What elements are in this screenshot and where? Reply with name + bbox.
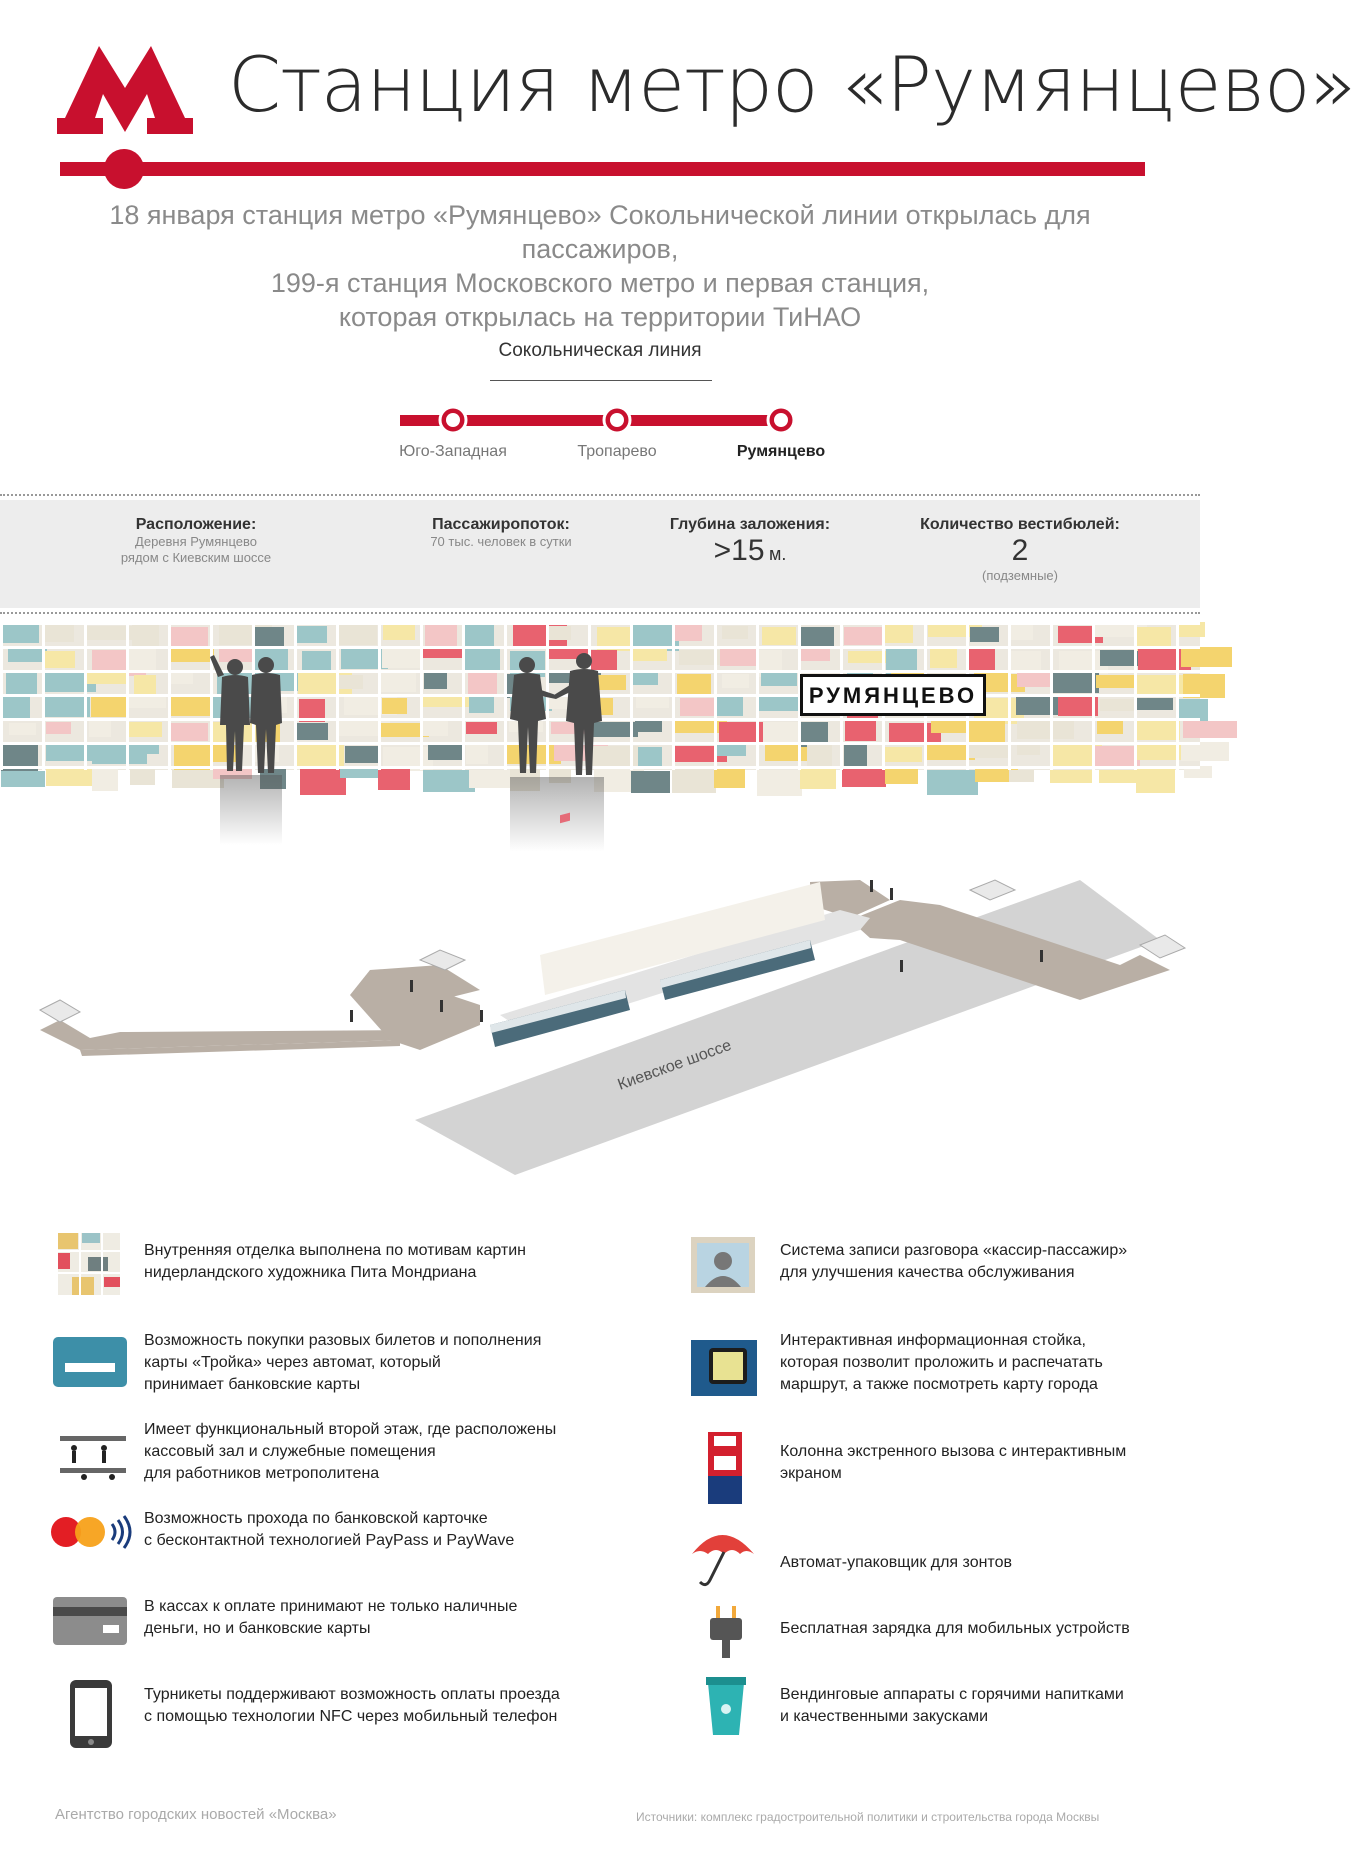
cashier-recording-icon (691, 1237, 755, 1293)
footer-agency: Агентство городских новостей «Москва» (55, 1806, 337, 1823)
feature-text-line: для улучшения качества обслуживания (780, 1264, 1075, 1281)
feature-left-6 (144, 1684, 560, 1728)
feature-text-line: В кассах к оплате принимают не только наличные (144, 1598, 518, 1615)
feature-text-line: Система записи разговора «кассир-пассажир» (780, 1242, 1128, 1259)
info-location-value: Деревня Румянцево (135, 534, 257, 549)
feature-left-1 (144, 1240, 526, 1284)
charger-plug-icon (708, 1606, 744, 1658)
info-vestibules-value: 2 (1011, 534, 1029, 567)
info-vestibules (900, 516, 1140, 584)
vending-cup-icon (706, 1677, 746, 1737)
feature-text-line: карты «Тройка» через автомат, который (144, 1354, 441, 1371)
feature-text-line: Вендинговые аппараты с горячими напитками (780, 1686, 1124, 1703)
feature-text-line: Внутренняя отделка выполнена по мотивам картин (144, 1242, 526, 1259)
info-location-value: рядом с Киевским шоссе (120, 550, 272, 565)
feature-text-line: которая позволит проложить и распечатать (780, 1354, 1103, 1371)
feature-text-line: Бесплатная зарядка для мобильных устройств (780, 1620, 1130, 1637)
station-label-yugo-zapadnaya: Юго-Западная (399, 443, 507, 460)
feature-right-5 (780, 1618, 1130, 1640)
station-name-sign: РУМЯНЦЕВО (800, 674, 986, 716)
feature-text-line: и качественными закусками (780, 1708, 989, 1725)
feature-left-3 (144, 1419, 556, 1485)
feature-text-line: Колонна экстренного вызова с интерактивным (780, 1443, 1127, 1460)
info-depth (630, 516, 870, 568)
feature-text-line: Возможность покупки разовых билетов и пополнения (144, 1332, 542, 1349)
station-label-rumyantsevo: Румянцево (736, 443, 826, 460)
subtitle (30, 198, 1170, 334)
emergency-column-icon (708, 1432, 742, 1504)
feature-text-line: Автомат-упаковщик для зонтов (780, 1554, 1012, 1571)
bank-card-icon (53, 1597, 127, 1645)
feature-left-5 (144, 1596, 517, 1640)
info-traffic (381, 516, 621, 550)
phone-icon (68, 1678, 114, 1750)
subtitle-line: которая открылась на территории ТиНАО (338, 302, 862, 332)
feature-text-line: нидерландского художника Пита Мондриана (144, 1264, 477, 1281)
feature-right-6 (780, 1684, 1124, 1728)
people-silhouettes (200, 655, 620, 855)
feature-text-line: Имеет функциональный второй этаж, где расположены (144, 1421, 557, 1438)
feature-text-line: принимает банковские карты (144, 1376, 361, 1393)
road-label: Киевское шоссе (615, 1036, 734, 1094)
feature-left-4 (144, 1508, 514, 1552)
metro-logo-icon (55, 38, 195, 136)
line-scheme (395, 400, 805, 440)
info-location-heading: Расположение: (135, 516, 257, 533)
feature-text-line: для работников метрополитена (144, 1465, 380, 1482)
feature-right-1 (780, 1240, 1127, 1284)
feature-text-line: кассовый зал и служебные помещения (144, 1443, 436, 1460)
line-name: Сокольническая линия (498, 340, 702, 361)
info-traffic-value: 70 тыс. человек в сутки (430, 534, 572, 549)
station-label-troparevo: Тропарево (577, 443, 657, 460)
feature-text-line: с помощью технологии NFC через мобильный телефон (144, 1708, 558, 1725)
umbrella-icon (688, 1528, 758, 1592)
feature-right-3 (780, 1441, 1126, 1485)
mondrian-icon (58, 1233, 120, 1295)
feature-text-line: деньги, но и банковские карты (144, 1620, 371, 1637)
two-floors-icon (60, 1428, 126, 1482)
info-depth-heading: Глубина заложения: (669, 516, 831, 533)
feature-right-4 (780, 1552, 1012, 1574)
feature-text-line: Интерактивная информационная стойка, (780, 1332, 1086, 1349)
feature-text-line: маршрут, а также посмотреть карту города (780, 1376, 1098, 1393)
feature-right-2 (780, 1330, 1103, 1396)
feature-text-line: экраном (780, 1465, 842, 1482)
info-kiosk-icon (691, 1340, 757, 1396)
line-name-underline (490, 380, 712, 381)
feature-text-line: с бесконтактной технологией PayPass и PayWave (144, 1532, 515, 1549)
header-red-dot (104, 149, 144, 189)
subtitle-line: 199-я станция Московского метро и первая станция, (270, 268, 930, 298)
subtitle-line: 18 января станция метро «Румянцево» Сокольнической линии открылась для пассажиров, (109, 200, 1091, 264)
page-title: Станция метро «Румянцево» (228, 40, 1355, 129)
paypass-icon (50, 1514, 134, 1550)
info-vestibules-note: (подземные) (982, 568, 1058, 583)
header-red-line (60, 162, 1145, 176)
feature-text-line: Возможность прохода по банковской карточке (144, 1510, 488, 1527)
station-scheme-3d (20, 860, 1190, 1180)
info-location (76, 516, 316, 566)
info-bottom-dots (0, 612, 1200, 614)
feature-left-2 (144, 1330, 541, 1396)
info-depth-value: >15 (713, 534, 765, 567)
info-vestibules-heading: Количество вестибюлей: (920, 516, 1120, 533)
info-top-dots (0, 494, 1200, 496)
ticket-machine-icon (53, 1337, 127, 1387)
info-depth-unit: м. (768, 544, 787, 564)
footer-sources: Источники: комплекс градостроительной политики и строительства города Москвы (636, 1810, 1100, 1824)
info-traffic-heading: Пассажиропоток: (432, 516, 570, 533)
feature-text-line: Турникеты поддерживают возможность оплаты проезда (144, 1686, 560, 1703)
